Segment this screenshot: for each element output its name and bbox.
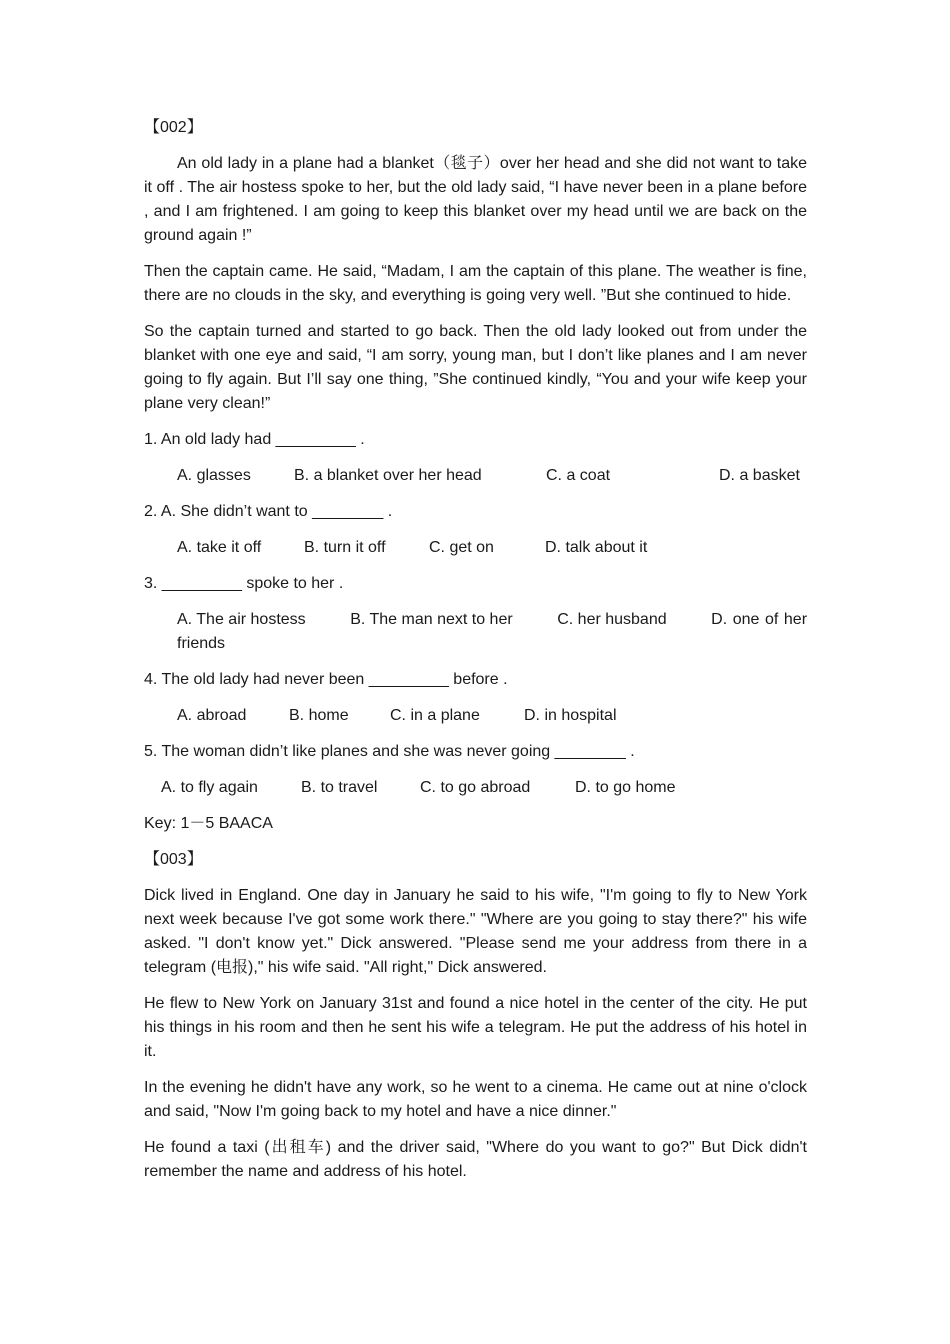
option-a: A. The air hostess (177, 611, 306, 628)
option-b: B. home (289, 707, 349, 724)
answer-key: Key: 1－5 BAACA (144, 815, 273, 832)
passage-002-paragraph-2: Then the captain came. He said, “Madam, I am the captain of this plane. The weather is fine, there are no clouds in the sky, and everything is going very well. ”But she continued to hide. (144, 263, 807, 304)
question-4-options (144, 704, 807, 728)
question-4: 4. The old lady had never been _________ before . (144, 671, 508, 688)
question-1: 1. An old lady had _________ . (144, 431, 365, 448)
option-c: C. in a plane (390, 707, 480, 724)
option-d: D. to go home (575, 779, 676, 796)
question-3: 3. _________ spoke to her . (144, 575, 344, 592)
section-label-002: 【002】 (144, 119, 203, 136)
option-b: B. turn it off (304, 539, 386, 556)
passage-003-paragraph-1: Dick lived in England. One day in January he said to his wife, "I'm going to fly to New York next week because I've got some work there." "Where are you going to stay there?" his wife asked. "I don't know yet." Dick answered. "Please send me your address from there in a telegram (电报)," his wife said. "All right," Dick answered. (144, 887, 807, 976)
option-a: A. to fly again (161, 779, 258, 796)
option-c: C. get on (429, 539, 494, 556)
option-d: D. one of her friends (177, 611, 808, 652)
question-2-options (144, 536, 807, 560)
option-a: A. glasses (177, 467, 251, 484)
question-2: 2. A. She didn’t want to ________ . (144, 503, 393, 520)
passage-003-paragraph-2: He flew to New York on January 31st and found a nice hotel in the center of the city. He put his things in his room and then he sent his wife a telegram. He put the address of his hotel in it. (144, 995, 807, 1060)
option-a: A. abroad (177, 707, 247, 724)
passage-002-paragraph-3: So the captain turned and started to go back. Then the old lady looked out from under the blanket with one eye and said, “I am sorry, young man, but I don’t like planes and I am never going to fly again. But I’ll say one thing, ”She continued kindly, “You and your wife keep your plane very clean!” (144, 323, 807, 412)
option-c: C. her husband (557, 611, 667, 628)
option-c: C. to go abroad (420, 779, 531, 796)
question-5: 5. The woman didn’t like planes and she was never going ________ . (144, 743, 635, 760)
question-3-options (144, 608, 807, 656)
passage-003-paragraph-3: In the evening he didn't have any work, so he went to a cinema. He came out at nine o'clock and said, "Now I'm going back to my hotel and have a nice dinner." (144, 1079, 807, 1120)
passage-002-paragraph-1: An old lady in a plane had a blanket（毯子）over her head and she did not want to take it off . The air hostess spoke to her, but the old lady said, “I have never been in a plane before , and I am frightened. I am going to keep this blanket over my head until we are back on the ground again !” (144, 155, 807, 244)
question-5-options (144, 776, 807, 800)
option-d: D. talk about it (545, 539, 648, 556)
document-page (144, 116, 807, 1196)
passage-003-paragraph-4: He found a taxi (出租车) and the driver said, "Where do you want to go?" But Dick didn't remember the name and address of his hotel. (144, 1139, 807, 1180)
option-d: D. in hospital (524, 707, 617, 724)
option-b: B. The man next to her (350, 611, 513, 628)
question-1-options (144, 464, 807, 488)
option-b: B. to travel (301, 779, 378, 796)
option-b: B. a blanket over her head (294, 467, 482, 484)
option-d: D. a basket (719, 467, 800, 484)
option-a: A. take it off (177, 539, 262, 556)
option-c: C. a coat (546, 467, 611, 484)
section-label-003: 【003】 (144, 851, 203, 868)
